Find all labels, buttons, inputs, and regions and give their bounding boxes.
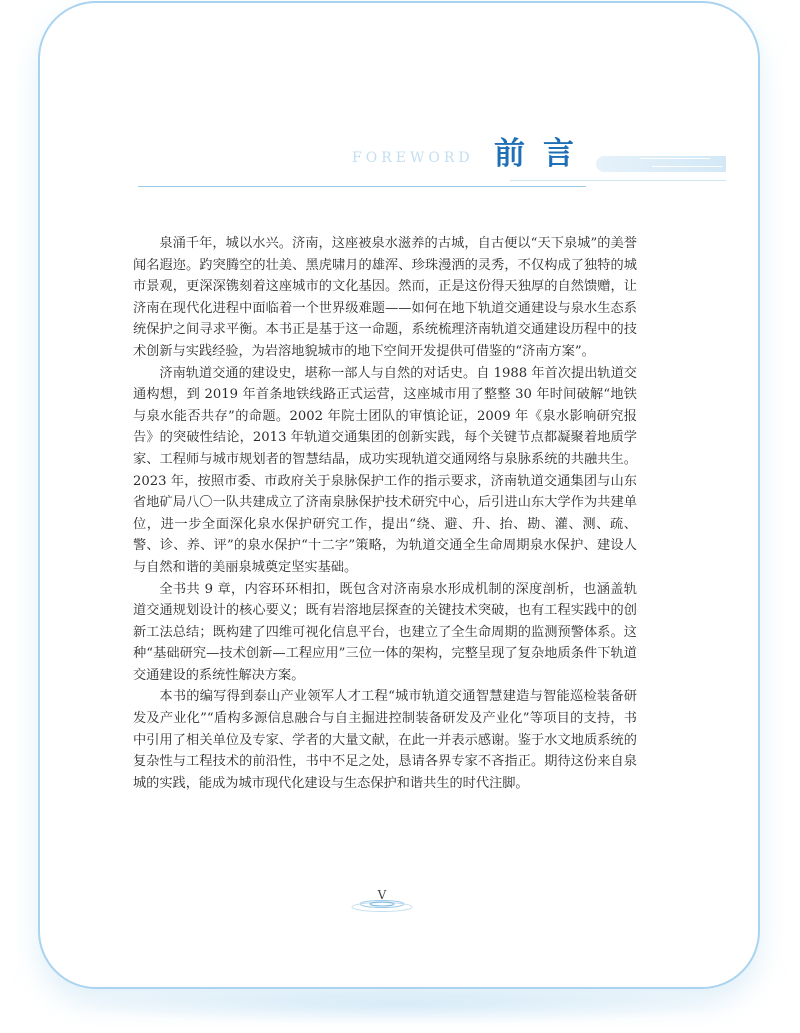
- foreword-body: [133, 233, 637, 794]
- header-rule: [138, 186, 586, 187]
- header-decoration-line: [652, 166, 722, 167]
- paragraph-2: 济南轨道交通的建设史，堪称一部人与自然的对话史。自 1988 年首次提出轨道交通构想，到 2019 年首条地铁线路正式运营，这座城市用了整整 30 年时间破解“地铁与泉水能否共存”的命题。2002 年院士团队的审慎论证，2009 年《泉水影响研究报告》的突破性结论，2013 年轨道交通集团的创新实践，每个关键节点都凝聚着地质学家、工程师与城市规划者的智慧结晶，成功实现轨道交通网络与泉脉系统的共融共生。2023 年，按照市委、市政府关于泉脉保护工作的指示要求，济南轨道交通集团与山东省地矿局八〇一队共建成立了济南泉脉保护技术研究中心，后引进山东大学作为共建单位，进一步全面深化泉水保护研究工作，提出“绕、避、升、抬、勘、灌、测、疏、警、诊、养、评”的泉水保护“十二字”策略，为轨道交通全生命周期泉水保护、建设人与自然和谐的美丽泉城奠定坚实基础。: [133, 365, 637, 575]
- paragraph-3: 全书共 9 章，内容环环相扣，既包含对济南泉水形成机制的深度剖析，也涵盖轨道交通规划设计的核心要义；既有岩溶地层探查的关键技术突破，也有工程实践中的创新工法总结；既构建了四维可视化信息平台，也建立了全生命周期的监测预警体系。这种“基础研究—技术创新—工程应用”三位一体的架构，完整呈现了复杂地质条件下轨道交通建设的系统性解决方案。: [133, 581, 637, 683]
- page-title: 前言: [494, 136, 592, 172]
- header-english-title: FOREWORD: [352, 150, 474, 166]
- paragraph-1: 泉涌千年，城以水兴。济南，这座被泉水滋养的古城，自古便以“天下泉城”的美誉闻名遐迩。趵突腾空的壮美、黑虎啸月的雄浑、珍珠漫洒的灵秀，不仅构成了独特的城市景观，更深深镌刻着这座城市的文化基因。然而，正是这份得天独厚的自然馈赠，让济南在现代化进程中面临着一个世界级难题——如何在地下轨道交通建设与泉水生态系统保护之间寻求平衡。本书正是基于这一命题，系统梳理济南轨道交通建设历程中的技术创新与实践经验，为岩溶地貌城市的地下空间开发提供可借鉴的“济南方案”。: [133, 236, 637, 359]
- header-decoration-line: [640, 158, 710, 159]
- page-number: V: [377, 888, 387, 902]
- wave-ornament-icon: [345, 899, 419, 915]
- paragraph-4: 本书的编写得到泰山产业领军人才工程“城市轨道交通智慧建造与智能巡检装备研发及产业化”“盾构多源信息融合与自主掘进控制装备研发及产业化”等项目的支持，书中引用了相关单位及专家、学者的大量文献，在此一并表示感谢。鉴于水文地质系统的复杂性与工程技术的前沿性，书中不足之处，恳请各界专家不吝指正。期待这份来自泉城的实践，能成为城市现代化建设与生态保护和谐共生的时代注脚。: [133, 689, 637, 791]
- header-secondary-rule: [510, 180, 726, 181]
- bottom-glow: [60, 985, 740, 1025]
